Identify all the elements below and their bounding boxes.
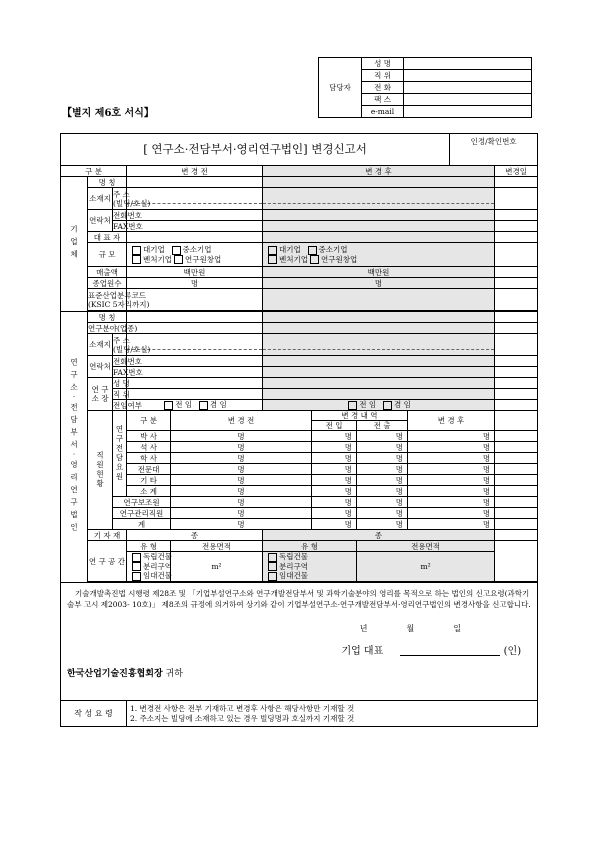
company-ceo-before[interactable] (127, 232, 263, 243)
space-rented-label: 임대건물 (143, 571, 172, 581)
col-date: 변경일 (495, 166, 538, 177)
lab-head-name-before[interactable] (127, 378, 263, 389)
space-area-after-label: 전용면적 (357, 541, 495, 552)
company-sales-after[interactable]: 백만원 (263, 267, 495, 278)
college-out[interactable]: 명 (357, 464, 408, 475)
lab-name-label: 명 칭 (88, 312, 127, 323)
concurrent-checkbox-after[interactable] (383, 401, 392, 410)
company-location-label: 소재지 (88, 188, 113, 210)
recipient-suffix: 귀하 (165, 669, 183, 679)
subtotal-out[interactable]: 명 (357, 486, 408, 497)
note-1: 1. 변경전 사항은 전부 기재하고 변경후 사항은 해당사항만 기재할 것 (130, 703, 355, 713)
admin-before[interactable]: 명 (171, 508, 312, 519)
space-type-before-label: 유 형 (127, 541, 171, 552)
researchers-label: 연구전담요원 (113, 411, 127, 497)
form-label: 【별지 제6호 서식】 (62, 108, 154, 119)
officer-email-field[interactable] (404, 106, 532, 118)
company-name-date[interactable] (495, 177, 538, 188)
staff-out-label: 전 출 (357, 421, 408, 431)
degree-phd: 박 사 (127, 431, 171, 442)
lab-section-label: 연구소·전담부서·영리연구법인 (61, 312, 88, 583)
lab-phone-date[interactable] (495, 356, 538, 367)
scale-sme-checkbox-before[interactable] (172, 246, 181, 255)
officer-header: 담당자 (319, 58, 362, 118)
master-out[interactable]: 명 (357, 442, 408, 453)
lab-fax-before[interactable] (127, 367, 263, 378)
scale-startup-checkbox-after[interactable] (310, 255, 319, 264)
master-before[interactable]: 명 (171, 442, 312, 453)
admin-label: 연구관리직원 (113, 508, 171, 519)
company-phone-after[interactable] (263, 210, 495, 221)
space-label: 연 구 공 간 (88, 541, 127, 582)
company-sales-label: 매출액 (88, 267, 127, 278)
lab-fax-label: FAX번호 (113, 367, 143, 377)
equip-before[interactable]: 종 (127, 530, 263, 541)
company-ksic-label: 표준산업분류코드 (88, 290, 146, 300)
lab-head-name-date[interactable] (495, 378, 538, 389)
other-in[interactable]: 명 (312, 475, 357, 486)
officer-phone-field[interactable] (404, 82, 532, 94)
staff-change-label: 변 경 내 역 (312, 411, 408, 421)
assistant-before[interactable]: 명 (171, 497, 312, 508)
date-month: 월 (406, 624, 415, 633)
degree-subtotal: 소 계 (127, 486, 171, 497)
lab-head-pos-label: 직 위 (113, 389, 130, 399)
scale-large-label: 대기업 (279, 245, 301, 254)
subtotal-after[interactable]: 명 (408, 486, 495, 497)
space-rented-checkbox-after[interactable] (268, 572, 277, 581)
company-employees-after[interactable]: 명 (263, 278, 495, 289)
concurrent-label: 겸 임 (393, 400, 411, 410)
company-contact-label: 연락처 (88, 210, 113, 232)
lab-field-after[interactable] (263, 323, 495, 334)
lab-contact-label: 연락처 (88, 356, 113, 378)
seal-mark: (인) (503, 646, 522, 657)
officer-name-field[interactable] (404, 58, 532, 70)
scale-large-label: 대기업 (143, 245, 165, 254)
space-separate-label: 분리구역 (279, 561, 308, 571)
lab-head-label: 연 구 소 장 (88, 378, 113, 411)
company-section-label: 기업체 (61, 177, 88, 312)
total-before[interactable]: 명 (171, 519, 312, 530)
notes-label: 작 성 요 령 (61, 701, 127, 727)
company-address-date[interactable] (495, 188, 538, 210)
lab-head-name-label: 성 명 (113, 378, 130, 388)
total-out[interactable]: 명 (357, 519, 408, 530)
staff-before-label: 변 경 전 (171, 411, 312, 431)
degree-bachelor: 학 사 (127, 453, 171, 464)
lab-name-before[interactable] (127, 312, 263, 323)
bachelor-before[interactable]: 명 (171, 453, 312, 464)
college-before[interactable]: 명 (171, 464, 312, 475)
lab-head-pos-before[interactable] (127, 389, 263, 400)
space-rented-checkbox-before[interactable] (132, 572, 141, 581)
officer-row-name: 성 명 (362, 58, 404, 70)
staff-after-label: 변 경 후 (408, 411, 495, 431)
fulltime-checkbox-before[interactable] (164, 401, 173, 410)
company-ceo-label: 대 표 자 (88, 232, 127, 243)
officer-table (318, 57, 532, 118)
admin-after[interactable]: 명 (408, 508, 495, 519)
fulltime-checkbox-after[interactable] (348, 401, 357, 410)
subtotal-in[interactable]: 명 (312, 486, 357, 497)
admin-in[interactable]: 명 (312, 508, 357, 519)
phd-after[interactable]: 명 (408, 431, 495, 442)
company-ksic-sub: (KSIC 5자리까지) (88, 299, 150, 309)
phd-in[interactable]: 명 (312, 431, 357, 442)
equip-label: 기 자 재 (88, 530, 127, 541)
representative-signature-line[interactable] (400, 645, 500, 656)
lab-phone-label: 전화번호 (113, 356, 142, 366)
bachelor-in[interactable]: 명 (312, 453, 357, 464)
company-address-sub: (빌딩/호실) (113, 198, 151, 208)
lab-phone-before[interactable] (127, 356, 263, 367)
company-ceo-after[interactable] (263, 232, 495, 243)
concurrent-checkbox-before[interactable] (199, 401, 208, 410)
total-in[interactable]: 명 (312, 519, 357, 530)
company-name-before[interactable] (127, 177, 263, 188)
degree-college: 전문대 (127, 464, 171, 475)
bachelor-after[interactable]: 명 (408, 453, 495, 464)
equip-after[interactable]: 종 (263, 530, 495, 541)
recipient: 한국산업기술진흥협회장 (67, 669, 163, 679)
concurrent-label: 겸 임 (209, 400, 227, 410)
company-ksic-date[interactable] (495, 289, 538, 311)
space-independent-checkbox-before[interactable] (132, 553, 141, 562)
scale-venture-label: 벤처기업 (143, 254, 172, 264)
scale-large-checkbox-after[interactable] (268, 246, 277, 255)
phd-before[interactable]: 명 (171, 431, 312, 442)
representative-label: 기업 대표 (341, 646, 384, 657)
space-independent-label: 독립건물 (143, 552, 172, 562)
staff-in-label: 전 입 (312, 421, 357, 431)
company-scale-date[interactable] (495, 243, 538, 267)
space-independent-label: 독립건물 (279, 552, 308, 562)
company-sales-before[interactable]: 백만원 (127, 267, 263, 278)
note-2: 2. 주소지는 빌딩에 소재하고 있는 경우 빌딩명과 호실까지 기재할 것 (130, 713, 355, 723)
lab-field-label: 연구분야(업종) (88, 323, 138, 333)
company-fax-label: FAX번호 (113, 221, 143, 231)
fulltime-label: 전 임 (359, 400, 377, 410)
scale-sme-checkbox-after[interactable] (308, 246, 317, 255)
lab-address-sub: (빌딩/호실) (113, 344, 151, 354)
officer-row-email: e-mail (362, 106, 404, 118)
subtotal-before[interactable]: 명 (171, 486, 312, 497)
company-ksic-after[interactable] (263, 289, 495, 311)
total-label: 계 (113, 519, 171, 530)
lab-fax-after[interactable] (263, 367, 495, 378)
company-fax-after[interactable] (263, 221, 495, 232)
company-phone-before[interactable] (127, 210, 263, 221)
total-after[interactable]: 명 (408, 519, 495, 530)
company-address-label: 주 소 (113, 189, 130, 199)
lab-address-date[interactable] (495, 334, 538, 356)
lab-name-after[interactable] (263, 312, 495, 323)
lab-field-date[interactable] (495, 323, 538, 334)
officer-row-position: 직 위 (362, 70, 404, 82)
lab-field-before[interactable] (127, 323, 263, 334)
lab-head-pos-after[interactable] (263, 389, 495, 400)
lab-head-pos-date[interactable] (495, 389, 538, 400)
scale-venture-checkbox-after[interactable] (268, 255, 277, 264)
scale-venture-checkbox-before[interactable] (132, 255, 141, 264)
officer-fax-field[interactable] (404, 94, 532, 106)
master-in[interactable]: 명 (312, 442, 357, 453)
lab-address-label: 주 소 (113, 335, 130, 345)
scale-sme-label: 중소기업 (318, 245, 348, 254)
company-employees-date[interactable] (495, 278, 538, 289)
company-employees-label: 종업원수 (88, 278, 127, 289)
space-separate-checkbox-after[interactable] (268, 562, 277, 571)
scale-startup-label: 연구원창업 (320, 254, 358, 264)
space-independent-checkbox-after[interactable] (268, 553, 277, 562)
degree-master: 석 사 (127, 442, 171, 453)
space-area-before-label: 전용면적 (171, 541, 263, 552)
lab-name-date[interactable] (495, 312, 538, 323)
company-name-after[interactable] (263, 177, 495, 188)
other-before[interactable]: 명 (171, 475, 312, 486)
company-sales-date[interactable] (495, 267, 538, 278)
other-after[interactable]: 명 (408, 475, 495, 486)
lab-fulltime-label: 전임여부 (113, 400, 142, 410)
lab-phone-after[interactable] (263, 356, 495, 367)
company-fax-before[interactable] (127, 221, 263, 232)
company-phone-date[interactable] (495, 210, 538, 221)
staff-label: 직원현황 (88, 411, 113, 530)
space-separate-label: 분리구역 (143, 561, 172, 571)
declaration-text: 기술개발촉진법 시행령 제28조 및 「기업부설연구소와 연구개발전담부서 및 과학기술분야의 영리를 목적으로 하는 법인의 신고요령(과학기술부 고시 제2003- 10호)」 제8조의 규정에 의거하여 상기와 같이 기업부설연구소·연구개발전담부서·영리연구법인의 변경사항을 신고합니다. (67, 589, 531, 609)
officer-position-field[interactable] (404, 70, 532, 82)
assistant-label: 연구보조원 (113, 497, 171, 508)
company-ceo-date[interactable] (495, 232, 538, 243)
degree-other: 기 타 (127, 475, 171, 486)
company-address-after[interactable] (263, 188, 495, 210)
space-area-before[interactable]: m² (171, 552, 263, 582)
space-area-after[interactable]: m² (357, 552, 495, 582)
space-rented-label: 임대건물 (279, 571, 308, 581)
company-phone-label: 전화번호 (113, 210, 142, 220)
assistant-out[interactable]: 명 (357, 497, 408, 508)
lab-location-label: 소재지 (88, 334, 113, 356)
space-separate-checkbox-before[interactable] (132, 562, 141, 571)
date-day: 일 (453, 624, 462, 633)
officer-row-phone: 전 화 (362, 82, 404, 94)
lab-fax-date[interactable] (495, 367, 538, 378)
fulltime-label: 전 임 (175, 400, 193, 410)
scale-large-checkbox-before[interactable] (132, 246, 141, 255)
other-out[interactable]: 명 (357, 475, 408, 486)
scale-venture-label: 벤처기업 (279, 254, 308, 264)
officer-row-fax: 팩 스 (362, 94, 404, 106)
admin-out[interactable]: 명 (357, 508, 408, 519)
lab-head-name-after[interactable] (263, 378, 495, 389)
assistant-in[interactable]: 명 (312, 497, 357, 508)
scale-startup-checkbox-before[interactable] (174, 255, 183, 264)
staff-cat-label: 구 분 (127, 411, 171, 431)
master-after[interactable]: 명 (408, 442, 495, 453)
space-date[interactable] (495, 541, 538, 582)
company-employees-before[interactable]: 명 (127, 278, 263, 289)
equip-date[interactable] (495, 530, 538, 541)
lab-fulltime-date[interactable] (495, 400, 538, 411)
scale-sme-label: 중소기업 (182, 245, 212, 254)
approval-number-label: 인정/확인번호 (450, 134, 538, 166)
company-fax-date[interactable] (495, 221, 538, 232)
college-after[interactable]: 명 (408, 464, 495, 475)
space-type-after-label: 유 형 (263, 541, 357, 552)
col-category: 구 분 (61, 166, 127, 177)
assistant-after[interactable]: 명 (408, 497, 495, 508)
col-before: 변 경 전 (127, 166, 263, 177)
phd-out[interactable]: 명 (357, 431, 408, 442)
college-in[interactable]: 명 (312, 464, 357, 475)
scale-startup-label: 연구원창업 (184, 254, 222, 264)
form-title: [ 연구소·전담부서·영리연구법인] 변경신고서 (61, 134, 450, 166)
col-after: 변 경 후 (263, 166, 495, 177)
bachelor-out[interactable]: 명 (357, 453, 408, 464)
company-name-label: 명 칭 (88, 177, 127, 188)
main-form (60, 133, 538, 727)
date-year: 년 (359, 624, 368, 633)
lab-address-after[interactable] (263, 334, 495, 356)
company-scale-label: 규 모 (88, 243, 127, 267)
